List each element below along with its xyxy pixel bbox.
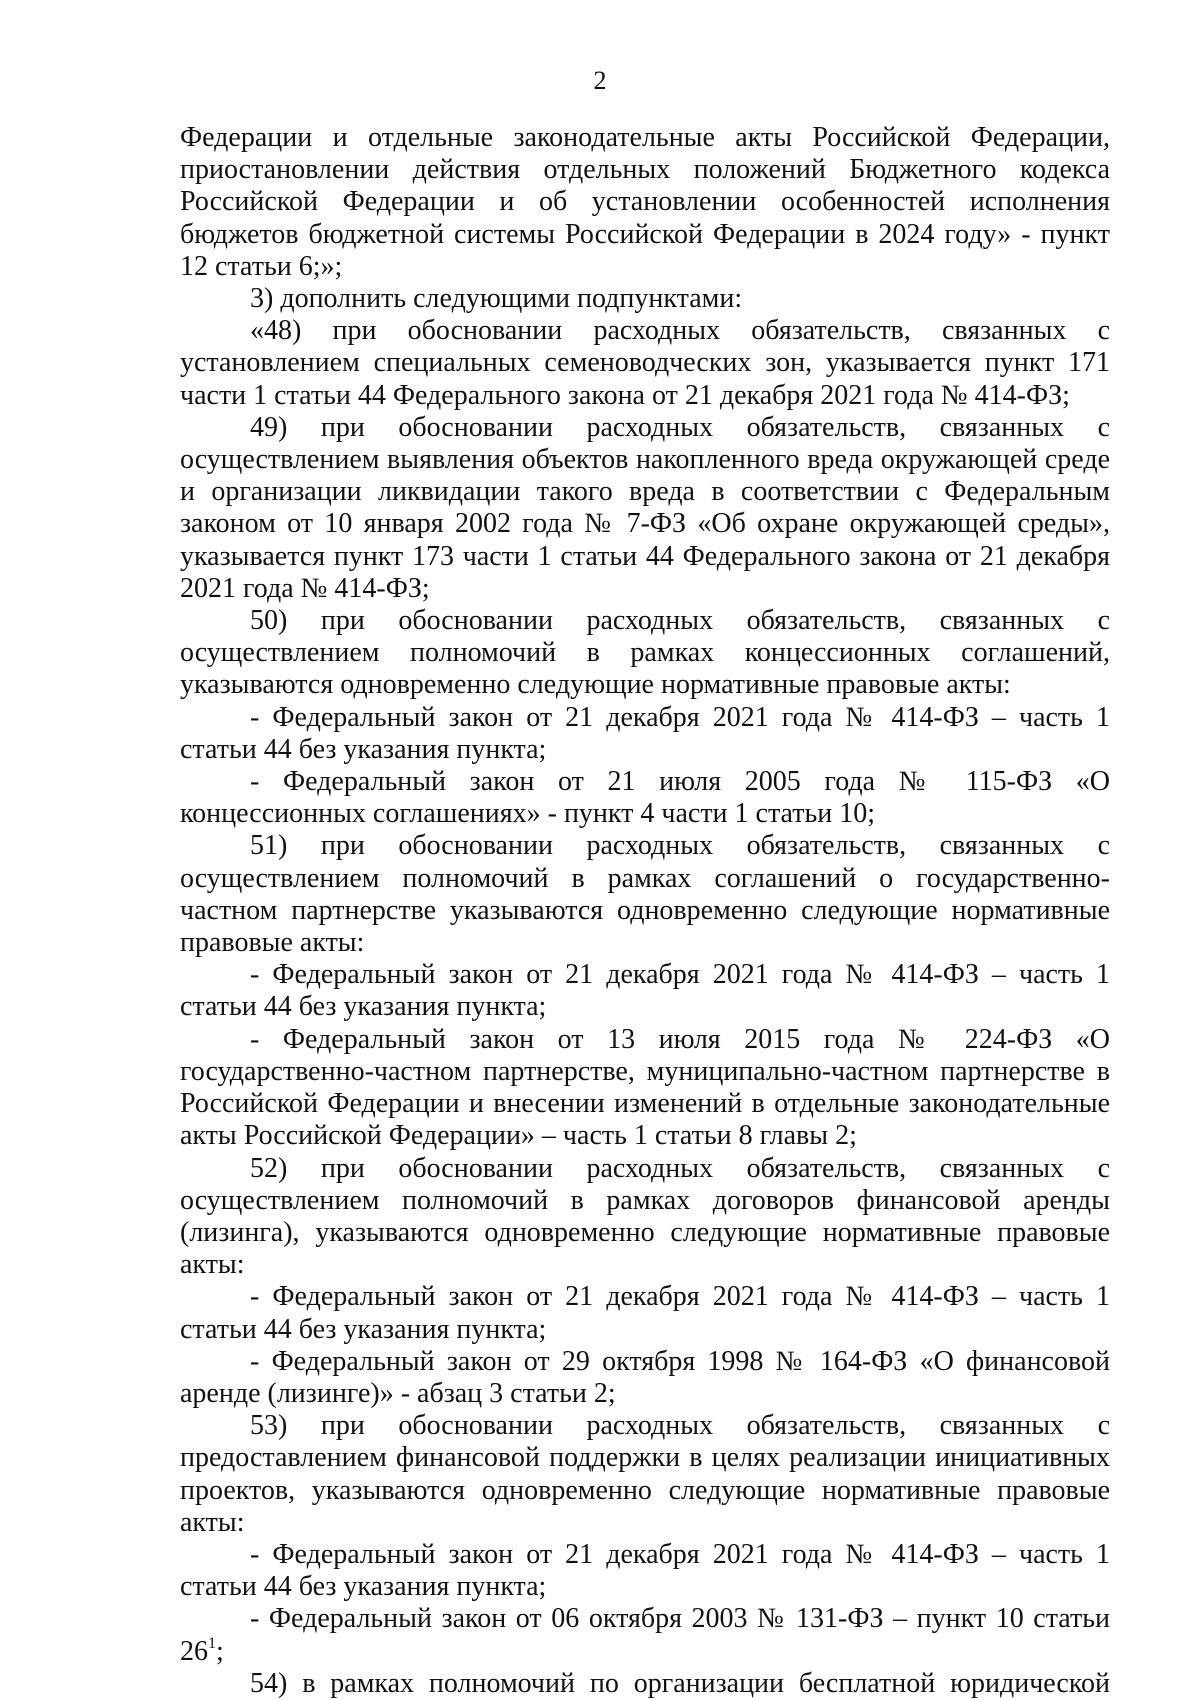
page-number: 2 <box>593 66 607 95</box>
list-item-48: «48) при обосновании расходных обязательств, связанных с установлением специальных семеноводческих зон, указывается пункт 171 части 1 статьи 44 Федерального закона от 21 декабря 2021 года № 414-ФЗ; <box>180 315 1110 411</box>
list-item-54: 54) в рамках полномочий по организации бесплатной юридической <box>250 1667 1110 1699</box>
law-reference-with-footnote <box>180 1603 1110 1667</box>
paragraph: 3) дополнить следующими подпунктами: <box>250 283 743 315</box>
law-reference: - Федеральный закон от 21 декабря 2021 года № 414-ФЗ – часть 1 статьи 44 без указания пункта; <box>180 1538 1110 1603</box>
law-reference: - Федеральный закон от 21 декабря 2021 года № 414-ФЗ – часть 1 статьи 44 без указания пункта; <box>180 1281 1110 1345</box>
law-reference: - Федеральный закон от 21 июля 2005 года № 115-ФЗ «О концессионных соглашениях» - пункт 4 части 1 статьи 10; <box>180 766 1110 830</box>
punctuation: ; <box>216 1635 224 1667</box>
document-body <box>180 122 1110 1700</box>
list-item-49: 49) при обосновании расходных обязательств, связанных с осуществлением выявления объектов накопленного вреда окружающей среде и организации ликвидации такого вреда в соответствии с Федеральным законом от 10 января 2002 года № 7-ФЗ «Об охране окружающей среды», указывается пункт 173 части 1 статьи 44 Федерального закона от 21 декабря 2021 года № 414-ФЗ; <box>180 411 1110 604</box>
law-reference: - Федеральный закон от 21 декабря 2021 года № 414-ФЗ – часть 1 статьи 44 без указания пункта; <box>180 959 1110 1023</box>
paragraph: Федерации и отдельные законодательные акты Российской Федерации, приостановлении действия отдельных положений Бюджетного кодекса Российской Федерации и об установлении особенностей исполнения бюджетов бюджетной системы Российской Федерации в 2024 году» - пункт 12 статьи 6;»; <box>180 122 1110 282</box>
list-item-51: 51) при обосновании расходных обязательств, связанных с осуществлением полномочий в рамках соглашений о государственно-частном партнерстве указываются одновременно следующие нормативные правовые акты: <box>180 830 1110 959</box>
law-reference: - Федеральный закон от 13 июля 2015 года № 224-ФЗ «О государственно-частном партнерстве, муниципально-частном партнерстве в Российской Федерации и внесении изменений в отдельные законодательные акты Российской Федерации» – часть 1 статьи 8 главы 2; <box>180 1023 1110 1152</box>
list-item-53: 53) при обосновании расходных обязательств, связанных с предоставлением финансовой поддержки в целях реализации инициативных проектов, указываются одновременно следующие нормативные правовые акты: <box>180 1410 1110 1538</box>
list-item-50: 50) при обосновании расходных обязательств, связанных с осуществлением полномочий в рамках концессионных соглашений, указываются одновременно следующие нормативные правовые акты: <box>180 605 1110 701</box>
superscript-mark: 1 <box>208 1634 216 1652</box>
list-item-52: 52) при обосновании расходных обязательств, связанных с осуществлением полномочий в рамках договоров финансовой аренды (лизинга), указываются одновременно следующие нормативные правовые акты: <box>180 1152 1110 1281</box>
law-reference-text: - Федеральный закон от 06 октября 2003 № 131-ФЗ – пункт 10 статьи 26 <box>180 1603 1110 1667</box>
law-reference: - Федеральный закон от 21 декабря 2021 года № 414-ФЗ – часть 1 статьи 44 без указания пункта; <box>180 701 1110 765</box>
law-reference: - Федеральный закон от 29 октября 1998 № 164-ФЗ «О финансовой аренде (лизинге)» - абзац 3 статьи 2; <box>180 1345 1110 1409</box>
